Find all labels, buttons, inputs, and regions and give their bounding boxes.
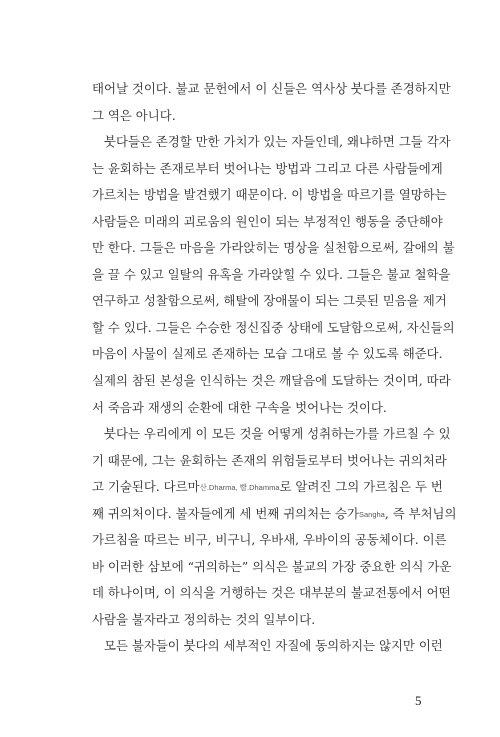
text-segment: 고 기술된다. 다르마 [92, 479, 200, 495]
sangha-gloss: Sangha [358, 509, 385, 519]
page-number: 5 [415, 693, 422, 708]
text-line: 바 이러한 삼보에 “귀의하는” 의식은 불교의 가장 중요한 의식 가운 [92, 558, 452, 574]
text-line: 모든 불자들이 붓다의 세부적인 자질에 동의하지는 않지만 이런 [104, 638, 443, 654]
text-line: 그 역은 아니다. [92, 107, 176, 123]
text-line: 연구하고 성찰함으로써, 해탈에 장애물이 되는 그릇된 믿음을 제거 [92, 293, 447, 309]
text-line: 만 한다. 그들은 마음을 가라앉히는 명상을 실천함으로써, 갈애의 불 [92, 240, 455, 256]
text-segment: , 즉 부처님의 [384, 505, 457, 521]
text-line: 마음이 사물이 실제로 존재하는 모습 그대로 볼 수 있도록 해준다. [92, 346, 443, 362]
text-segment: 로 알려진 그의 가르침은 두 번 [279, 479, 443, 495]
text-line: 기 때문에, 그는 윤회하는 존재의 위험들로부터 벗어나는 귀의처라 [92, 452, 447, 468]
body-text [92, 76, 457, 660]
text-line: 할 수 있다. 그들은 수승한 정신집중 상태에 도달함으로써, 자신들의 [92, 319, 455, 335]
text-line: 가르침을 따르는 비구, 비구니, 우바새, 우바이의 공동체이다. 이른 [92, 532, 447, 548]
text-line: 붓다는 우리에게 이 모든 것을 어떻게 성취하는가를 가르칠 수 있 [104, 426, 451, 442]
text-line: 데 하나이며, 이 의식을 거행하는 것은 대부분의 불교전통에서 어떤 [92, 585, 451, 601]
text-line: 가르치는 방법을 발견했기 때문이다. 이 방법을 따르기를 열망하는 [92, 187, 447, 203]
text-line: 사람을 불자라고 정의하는 것의 일부이다. [92, 611, 316, 627]
text-segment: 째 귀의처이다. 불자들에게 세 번째 귀의처는 승가 [92, 505, 359, 521]
dharma-gloss: 산.Dharma, 빨.Dhamma [199, 483, 280, 493]
text-line: 붓다들은 존경할 만한 가치가 있는 자들인데, 왜냐하면 그들 각자 [104, 134, 451, 150]
text-line [92, 501, 457, 528]
text-line: 는 윤회하는 존재로부터 벗어나는 방법과 그리고 다른 사람들에게 [92, 160, 443, 176]
text-line [92, 474, 443, 501]
text-line: 을 끌 수 있고 일탈의 유혹을 가라앉힐 수 있다. 그들은 불교 철학을 [92, 266, 451, 282]
text-line: 실제의 참된 본성을 인식하는 것은 깨달음에 도달하는 것이며, 따라 [92, 373, 451, 389]
text-line: 사람들은 미래의 괴로움의 원인이 되는 부정적인 행동을 중단해야 [92, 213, 443, 229]
text-line: 서 죽음과 재생의 순환에 대한 구속을 벗어나는 것이다. [92, 399, 387, 415]
text-line: 태어날 것이다. 불교 문헌에서 이 신들은 역사상 붓다를 존경하지만 [92, 81, 451, 96]
